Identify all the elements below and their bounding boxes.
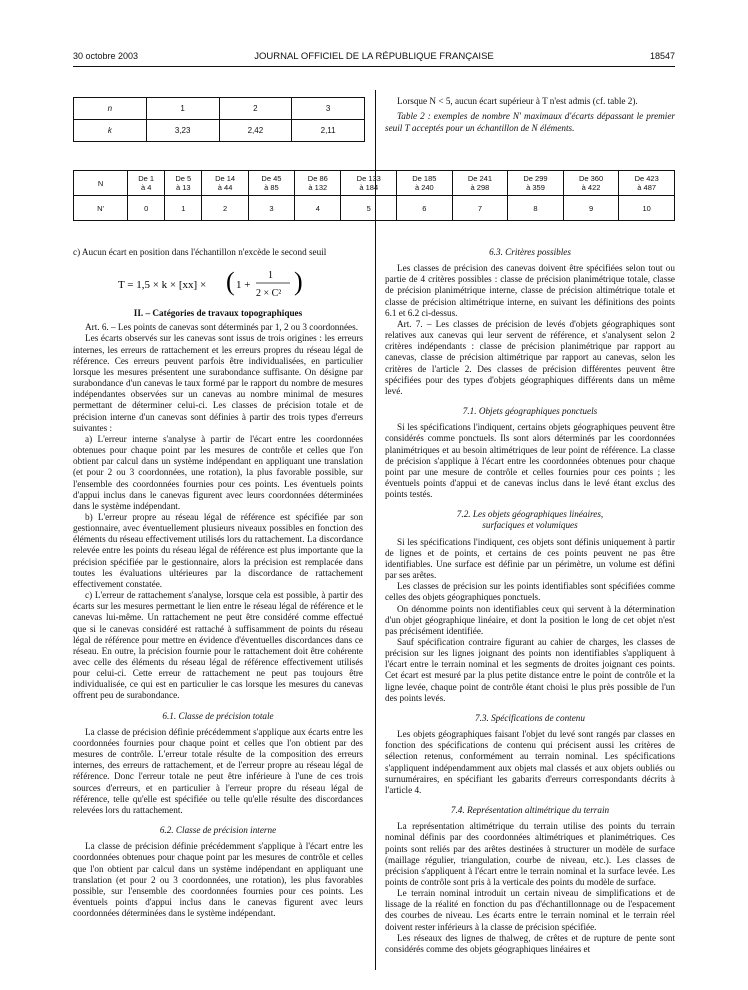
formula-paren-open: ( bbox=[226, 267, 235, 297]
subsection-title bbox=[385, 509, 675, 531]
range-end: à 422 bbox=[581, 183, 601, 192]
range-end: à 184 bbox=[359, 183, 379, 192]
range-start: De 86 bbox=[307, 174, 328, 183]
table-cell bbox=[397, 171, 453, 196]
table-caption: Table 2 : exemples de nombre N' maximaux d'écarts dépassant le premier seuil T acceptés pour un échantillon de N éléments. bbox=[385, 111, 675, 133]
header-journal-title: JOURNAL OFFICIEL DE LA RÉPUBLIQUE FRANÇAISE bbox=[254, 51, 494, 62]
paragraph: c) Aucun écart en position dans l'échantillon n'excède le second seuil bbox=[73, 247, 327, 257]
range-start: De 360 bbox=[578, 174, 604, 183]
table-cell: 6 bbox=[397, 196, 453, 221]
range-end: à 85 bbox=[264, 183, 279, 192]
table-cell: 2,42 bbox=[219, 120, 292, 142]
subsection-title: 7.4. Représentation altimétrique du terrain bbox=[450, 805, 610, 816]
formula-paren-close: ) bbox=[294, 267, 303, 297]
paragraph: Les classes de précision sur les points identifiables sont spécifiées comme celles des objets géographiques ponctuels. bbox=[385, 581, 675, 603]
subsection-title-line1: 7.2. Les objets géographiques linéaires, bbox=[456, 509, 604, 520]
table-cell bbox=[202, 171, 248, 196]
formula-graphic bbox=[118, 266, 318, 302]
formula-numerator: 1 bbox=[268, 270, 273, 282]
range-end: à 13 bbox=[176, 183, 191, 192]
table-cell: 4 bbox=[295, 196, 341, 221]
table-cell bbox=[508, 171, 564, 196]
table-cell: 8 bbox=[508, 196, 564, 221]
table-cell bbox=[165, 171, 202, 196]
table-cell: 5 bbox=[341, 196, 397, 221]
subsection-title: 6.2. Classe de précision interne bbox=[159, 825, 277, 836]
table-cell: 10 bbox=[619, 196, 675, 221]
table-cell bbox=[619, 171, 675, 196]
subsection-title: 6.3. Critères possibles bbox=[489, 247, 571, 257]
paragraph: c) L'erreur de rattachement s'analyse, lorsque cela est possible, à partir des écarts sur les mesures permettant le lien entre le réseau légal de référence et le canevas lui-même. Un rattachement ne peut être considéré comme effectué que si le canevas considéré est rattaché à suffisamment de points du réseau légal de référence pour mettre en évidence d'éventuelles discordances dans ce réseau. En outre, la précision fournie pour le rattachement doit être cohérente avec celle des éléments du réseau légal de référence effectivement utilisés pour celui-ci. Cette erreur de rattachement ne peut pas toujours être individualisée, ce qui est en particulier le cas lorsque les mesures du canevas offrent peu de surabondance. bbox=[73, 590, 363, 701]
range-end: à 298 bbox=[470, 183, 490, 192]
right-intro bbox=[385, 96, 675, 138]
table-cell bbox=[563, 171, 619, 196]
table-cell: 9 bbox=[563, 196, 619, 221]
table-cell: 2 bbox=[202, 196, 248, 221]
table-cell: 3 bbox=[292, 98, 365, 120]
header-date: 30 octobre 2003 bbox=[73, 51, 139, 61]
range-end: à 359 bbox=[526, 183, 545, 192]
range-start: De 185 bbox=[412, 174, 437, 183]
subsection-title-line2: surfaciques et volumiques bbox=[482, 520, 578, 531]
paragraph: Les objets géographiques faisant l'objet du levé sont rangés par classes en fonction des spécifications de contenu qui précisent aussi les critères de sélection retenus, conformément au terrain nominal. Les spécifications s'appliquent indépendamment aux objets mal classés et aux objets oubliés ou surnuméraires, en spécifiant les gabarits d'erreurs correspondants décrits à l'article 4. bbox=[385, 729, 675, 795]
range-start: De 299 bbox=[523, 174, 548, 183]
paragraph: La classe de précision définie précédemment s'applique aux écarts entre les coordonnées fournies pour chaque point et celles que l'on obtient par des mesures de contrôle. L'erreur totale résulte de la composition des erreurs internes, des erreurs de rattachement, et de l'erreur propre au réseau légal de référence. Donc l'erreur totale ne peut être inférieure à l'une de ces trois sources d'erreurs, et en particulier à l'erreur propre du réseau légal de référence, telle qu'elle est spécifiée ou telle qu'elle résulte des discordances relevées lors du rattachement. bbox=[73, 726, 363, 815]
subsection-title: 7.3. Spécifications de contenu bbox=[475, 712, 585, 723]
table-n-max-deviations bbox=[73, 170, 675, 221]
formula-lhs: T = 1,5 × k × [xx] × bbox=[118, 279, 207, 292]
range-start: De 133 bbox=[356, 174, 381, 183]
right-column bbox=[385, 247, 675, 955]
header-rule bbox=[73, 66, 675, 67]
range-end: à 132 bbox=[308, 183, 328, 192]
table-k-values bbox=[73, 97, 365, 142]
table-cell bbox=[128, 171, 165, 196]
range-start: De 241 bbox=[467, 174, 492, 183]
range-start: De 5 bbox=[175, 174, 192, 183]
section-title: II. – Catégories de travaux topographiques bbox=[133, 308, 303, 319]
paragraph: On dénomme points non identifiables ceux qui servent à la détermination d'un objet géographique linéaire, et dont la position le long de cet objet n'est pas précisément identifiée. bbox=[385, 603, 675, 636]
table-cell: 3,23 bbox=[146, 120, 219, 142]
article-6: Art. 6. – Les points de canevas sont déterminés par 1, 2 ou 3 coordonnées. bbox=[85, 322, 359, 333]
paragraph: La représentation altimétrique du terrain utilise des points du terrain nominal définis par des coordonnées altimétriques et planimétriques. Ces points sont reliés par des arêtes destinées à structurer un modèle de surface (maillage régulier, triangulation, courbe de niveau, etc.). Les classes de précision s'appliquent à l'écart entre le terrain nominal et la surface levée. Les points de contrôle sont pris à la verticale des points du modèle de surface. bbox=[385, 821, 675, 887]
table-row bbox=[74, 171, 675, 196]
paragraph: Les classes de précision des canevas doivent être spécifiées selon tout ou partie de 4 critères possibles : classe de précision planimétrique totale, classe de précision planimétrique interne, classe de précision altimétrique totale et classe de précision altimétrique interne, en suivant les définitions des points 6.1 et 6.2 ci-dessus. bbox=[385, 263, 675, 318]
range-end: à 487 bbox=[637, 183, 657, 192]
paragraph: Les réseaux des lignes de thalweg, de crêtes et de rupture de pente sont considérés comme des objets géographiques linéaires et bbox=[385, 932, 675, 954]
paragraph: a) L'erreur interne s'analyse à partir de l'écart entre les coordonnées obtenues pour chaque point par les mesures de contrôle et celles que l'on obtient par calcul dans un système indépendant en appliquant une translation (et pour 2 ou 3 coordonnées, une rotation), la plus favorable possible, sur l'ensemble des coordonnées fournies pour ces points. Les éventuels points d'appui inclus dans le canevas figurent avec leurs coordonnées déterminées dans le système indépendant. bbox=[73, 433, 363, 511]
range-end: à 240 bbox=[414, 183, 434, 192]
range-end: à 44 bbox=[217, 183, 233, 192]
table-cell: 3 bbox=[248, 196, 294, 221]
table-cell: 1 bbox=[165, 196, 202, 221]
table-cell: 2,11 bbox=[292, 120, 365, 142]
range-start: De 1 bbox=[138, 174, 155, 183]
table-cell: N bbox=[74, 171, 128, 196]
table-cell bbox=[341, 171, 397, 196]
article-7: Art. 7. – Les classes de précision de levés d'objets géographiques sont relatives aux canevas qui leur servent de référence, et s'analysent selon 2 critères indépendants : classe de précision planimétrique par rapport au canevas, classe de précision altimétrique par rapport au canevas, selon les critères de l'article 2. Des classes de précision différentes peuvent être spécifiées pour des types d'objets géographiques différents dans un même levé. bbox=[385, 318, 675, 396]
table-cell bbox=[452, 171, 508, 196]
table-cell: N' bbox=[74, 196, 128, 221]
formula-one: 1 + bbox=[236, 279, 251, 292]
subsection-title: 6.1. Classe de précision totale bbox=[162, 710, 274, 721]
table-cell: 2 bbox=[219, 98, 292, 120]
table-cell: n bbox=[74, 98, 147, 120]
paragraph: La classe de précision définie précédemment s'applique à l'écart entre les coordonnées obtenues pour chaque point par les mesures de contrôle et celles que l'on obtient par calcul dans un système indépendant en appliquant une translation (et pour 2 ou 3 coordonnées, une rotation), les plus favorables possible, sur l'ensemble des coordonnées fournies pour ces points. Les éventuels points d'appui inclus dans le canevas figurent avec leurs coordonnées déterminées dans le système indépendant. bbox=[73, 841, 363, 919]
paragraph: b) L'erreur propre au réseau légal de référence est spécifiée par son gestionnaire, avec éventuellement plusieurs niveaux possibles en fonction des éléments du réseau effectivement utilisés lors du rattachement. La discordance relevée entre les points du réseau légal de référence est plus importante que la précision spécifiée par le gestionnaire, alors la précision est remplacée dans toutes les évaluations ultérieures par la discordance de rattachement effectivement constatée. bbox=[73, 511, 363, 589]
table-row bbox=[74, 98, 365, 120]
table-cell bbox=[248, 171, 294, 196]
table-cell: k bbox=[74, 120, 147, 142]
paragraph: Le terrain nominal introduit un certain niveau de simplifications et de lissage de la réalité en fonction du pas d'échantillonnage ou de l'espacement des courbes de niveau. Les écarts entre le terrain nominal et le terrain réel doivent rester inférieurs à la classe de précision spécifiée. bbox=[385, 888, 675, 932]
table-cell: 0 bbox=[128, 196, 165, 221]
column-separator bbox=[375, 90, 376, 970]
paragraph: Si les spécifications l'indiquent, ces objets sont définis uniquement à partir de lignes et de points, et certains de ces points peuvent ne pas être identifiables. Une surface est définie par un périmètre, un volume est défini par ses arêtes. bbox=[385, 536, 675, 581]
page-header bbox=[73, 51, 675, 65]
table-row bbox=[74, 196, 675, 221]
range-start: De 45 bbox=[261, 174, 282, 183]
paragraph: Lorsque N < 5, aucun écart supérieur à T n'est admis (cf. table 2). bbox=[397, 96, 638, 106]
formula-denominator: 2 × C² bbox=[256, 288, 282, 300]
subsection-title: 7.1. Objets géographiques ponctuels bbox=[462, 406, 598, 417]
table-cell: 7 bbox=[452, 196, 508, 221]
range-start: De 14 bbox=[215, 174, 236, 183]
paragraph: Les écarts observés sur les canevas sont issus de trois origines : les erreurs internes, les erreurs de rattachement et les erreurs propres du réseau légal de référence. Ces erreurs peuvent parfois être individualisées, en particulier lorsque les mesures présentent une surabondance suffisante. On désigne par surabondance d'un canevas le taux formé par le rapport du nombre de mesures indépendantes observées sur un canevas au nombre minimal de mesures permettant de déterminer celui-ci. Les classes de précision totale et de précision interne d'un canevas sont définies à partir des trois types d'erreurs suivantes : bbox=[73, 333, 363, 433]
range-end: à 4 bbox=[140, 183, 152, 192]
range-start: De 423 bbox=[634, 174, 659, 183]
header-page-number: 18547 bbox=[649, 51, 675, 61]
left-column bbox=[73, 247, 363, 919]
paragraph: Sauf spécification contraire figurant au cahier de charges, les classes de précision sur les lignes joignant des points non identifiables s'appliquent à l'écart entre le terrain nominal et les segments de droites joignant ces points. Cet écart est mesuré par la plus petite distance entre le point de contrôle et la ligne levée, chaque point de contrôle étant choisi le plus près possible de l'un des points levés. bbox=[385, 637, 675, 703]
table-row bbox=[74, 120, 365, 142]
formula bbox=[73, 266, 363, 300]
table-cell: 1 bbox=[146, 98, 219, 120]
table-cell bbox=[295, 171, 341, 196]
paragraph: Si les spécifications l'indiquent, certains objets géographiques peuvent être considérés comme ponctuels. Ils sont alors déterminés par les coordonnées planimétriques et au besoin altimétriques de leur point de référence. La classe de précision s'applique à l'écart entre les coordonnées obtenues pour chaque point par une mesure de contrôle et celles fournies pour ces points ; les éventuels points d'appui et de canevas inclus dans le levé étant exclus des points testés. bbox=[385, 422, 675, 500]
